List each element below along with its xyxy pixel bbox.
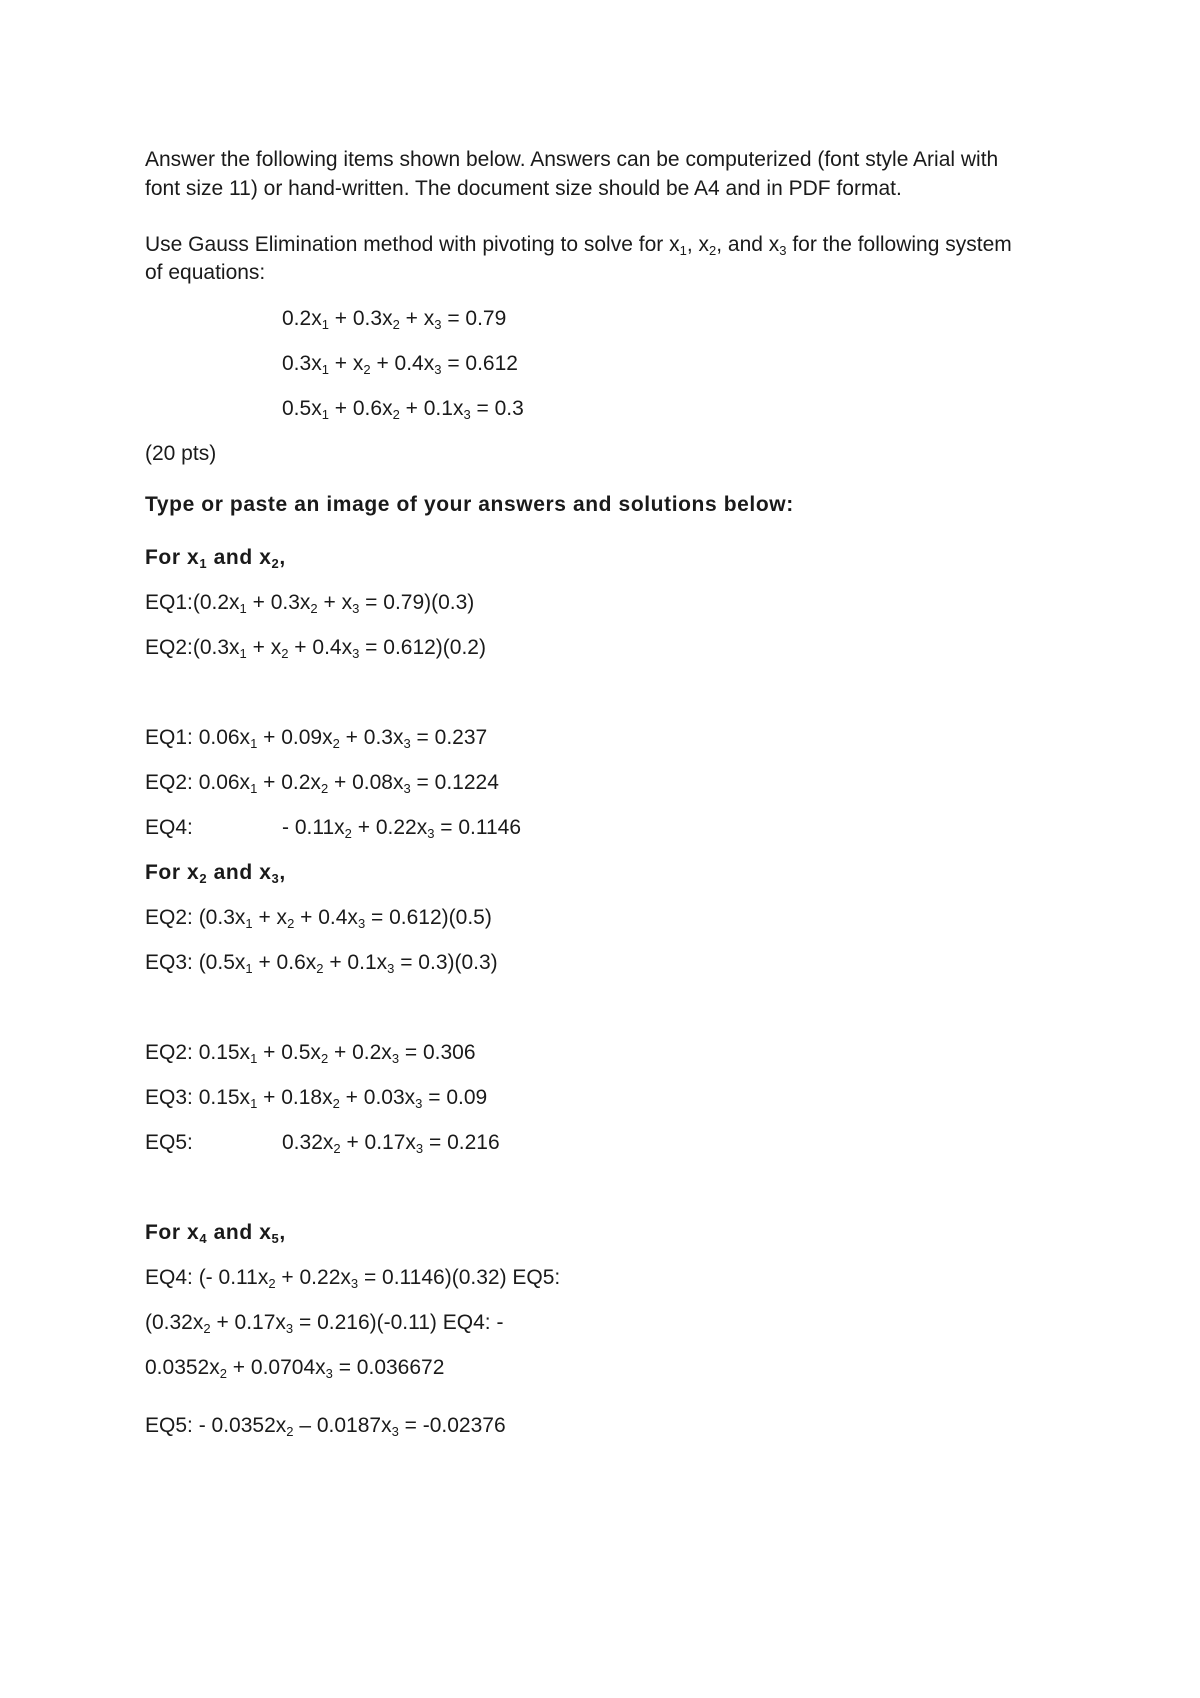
system-equation-2: $0.3x_1 + x_2 + 0.4x_3 = 0.612$	[282, 352, 518, 377]
section2-eq2: EQ2: $(0.3x_1 + x_2 + 0.4x_3 = 0.612)(0.5)$	[145, 906, 492, 931]
section2-eq3: EQ3: $(0.5x_1 + 0.6x_2 + 0.1x_3 = 0.3)(0.3)$	[145, 951, 498, 976]
section1-eq4-label: EQ4:	[145, 816, 193, 839]
section3-line-4: EQ5: - $0.0352x_2 - 0.0187x_3 = -0.02376$	[145, 1414, 506, 1439]
section2-eq5-expression: $0.32x_2 + 0.17x_3 = 0.216$	[282, 1131, 500, 1156]
points-label: (20 pts)	[145, 442, 217, 465]
section-heading-x1-x2: For $x_1$ and $x_2$,	[145, 546, 286, 571]
section1-result-eq1: EQ1: $0.06x_1 + 0.09x_2 + 0.3x_3 = 0.237$	[145, 726, 488, 751]
section3-line-2: $(0.32x_2 + 0.17x_3 = 0.216)(-0.11)$ EQ4: -	[145, 1311, 504, 1336]
section3-line-1: EQ4: (- $0.11x_2 + 0.22x_3 = 0.1146)(0.32)$ EQ5:	[145, 1266, 561, 1291]
system-equation-3: $0.5x_1 + 0.6x_2 + 0.1x_3 = 0.3$	[282, 397, 524, 422]
section2-result-eq3: EQ3: $0.15x_1 + 0.18x_2 + 0.03x_3 = 0.09$	[145, 1086, 488, 1111]
section1-eq4-expression: - $0.11x_2 + 0.22x_3 = 0.1146$	[282, 816, 522, 841]
section-heading-x4-x5: For $x_4$ and $x_5$,	[145, 1221, 286, 1246]
system-equation-1: $0.2x_1 + 0.3x_2 + x_3 = 0.79$	[282, 307, 507, 332]
intro-line-1: Answer the following items shown below. Answers can be computerized (font style Arial with	[145, 148, 999, 171]
section1-eq1: $EQ1:(0.2x_1 + 0.3x_2 + x_3 = 0.79)(0.3)$	[145, 591, 475, 616]
section1-eq2: $EQ2:(0.3x_1 + x_2 + 0.4x_3 = 0.612)(0.2)$	[145, 636, 486, 661]
section2-result-eq2: EQ2: $0.15x_1 + 0.5x_2 + 0.2x_3 = 0.306$	[145, 1041, 476, 1066]
section-heading-x2-x3: For $x_2$ and $x_3$,	[145, 861, 286, 886]
section1-result-eq2: EQ2: $0.06x_1 + 0.2x_2 + 0.08x_3 = 0.1224$	[145, 771, 499, 796]
question-line-2: of equations:	[145, 261, 266, 284]
answer-prompt: Type or paste an image of your answers and solutions below:	[145, 493, 794, 516]
section3-line-3: $0.0352x_2 + 0.0704x_3 = 0.036672$	[145, 1356, 445, 1381]
question-line-1: Use Gauss Elimination method with pivoting to solve for $x_1$, $x_2$, and $x_3$ for the following system	[145, 233, 1012, 258]
section2-eq5-label: EQ5:	[145, 1131, 193, 1154]
intro-line-2: font size 11) or hand-written. The document size should be A4 and in PDF format.	[145, 177, 902, 200]
